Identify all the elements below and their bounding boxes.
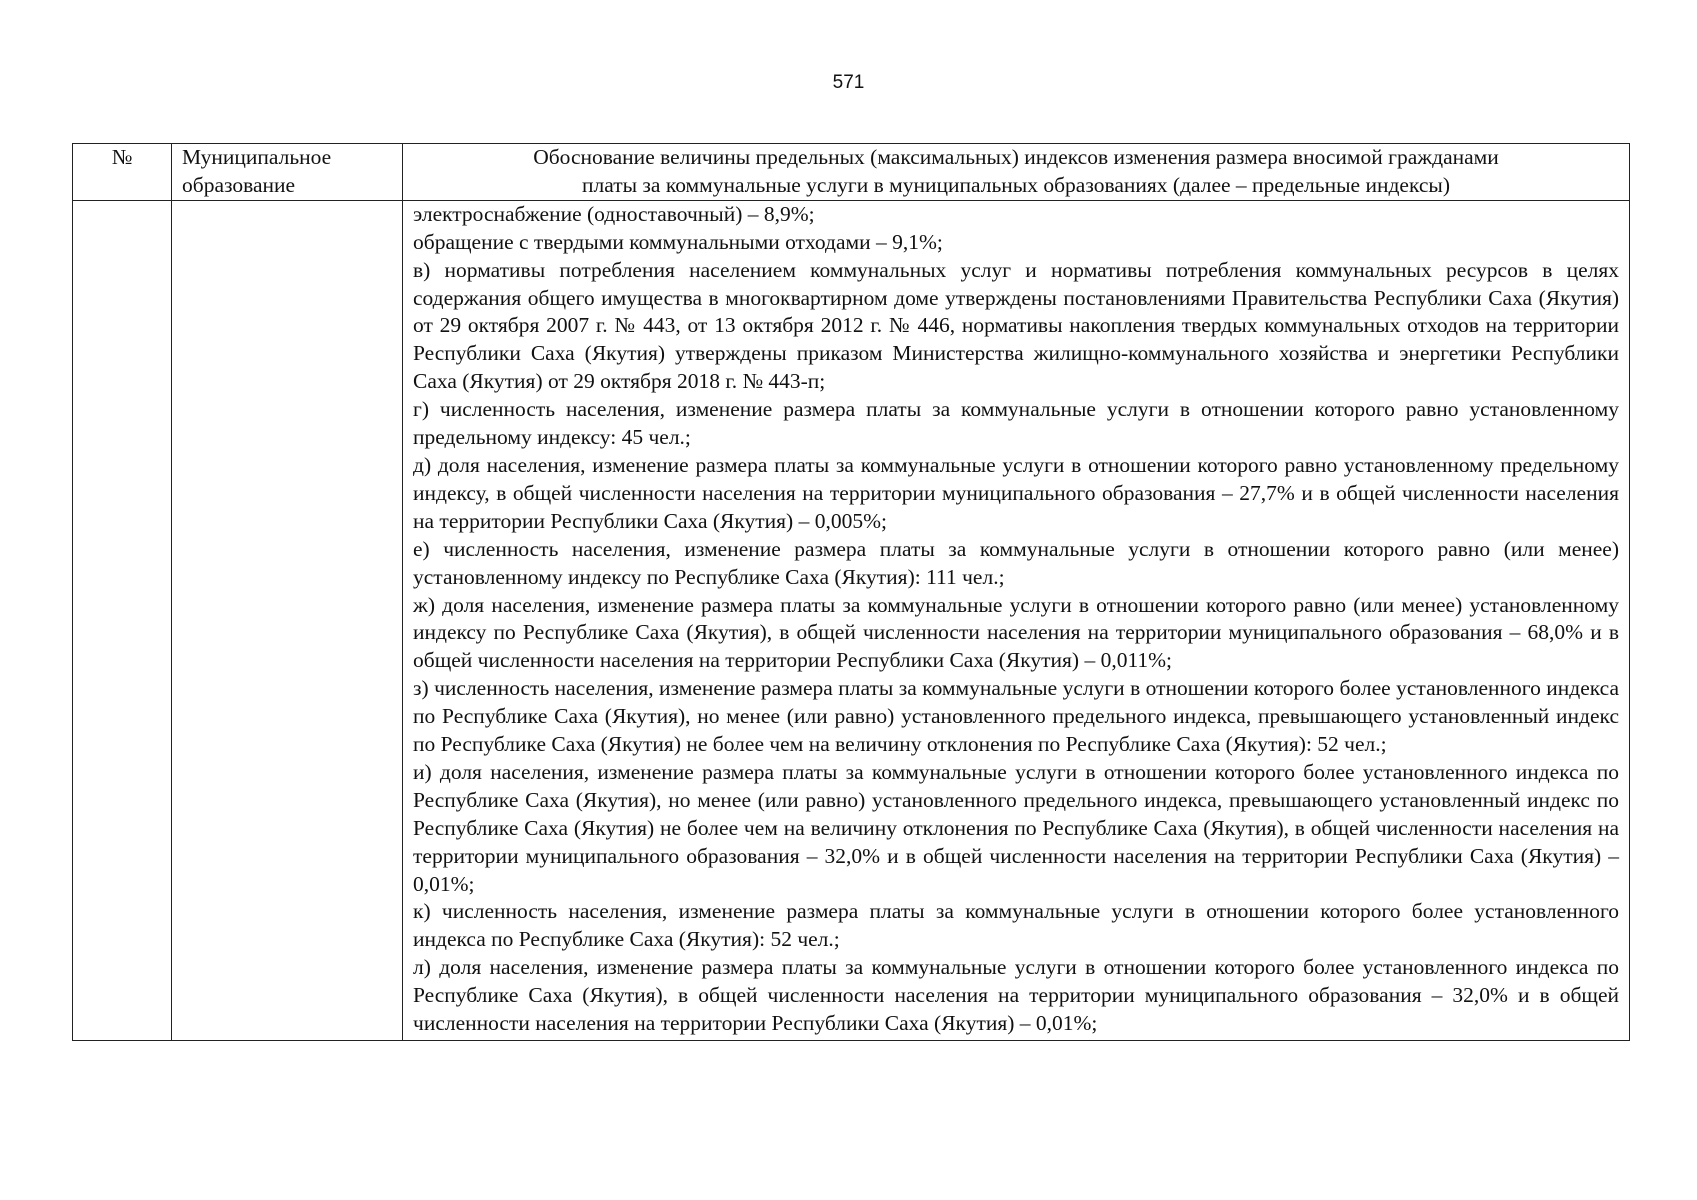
paragraph-zh-share: ж) доля населения, изменение размера платы за коммунальные услуги в отношении которого равно (или менее) установленному индексу по Республике Саха (Якутия), в общей численности населения на территории муниципального образования – 68,0% и в общей численности населения на территории Республики Саха (Якутия) – 0,011%; (413, 592, 1619, 673)
header-municipality-line1: Муниципальное (182, 145, 332, 169)
header-justification-line2: платы за коммунальные услуги в муниципальных образованиях (далее – предельные индексы) (582, 172, 1450, 197)
row-number-cell (73, 200, 172, 1040)
header-number: № (73, 144, 172, 201)
paragraph-l-share: л) доля населения, изменение размера платы за коммунальные услуги в отношении которого более установленного индекса по Республике Саха (Якутия), в общей численности населения на территории муниципального образования – 32,0% и в общей численности населения на территории Республики Саха (Якутия) – 0,01%; (413, 955, 1619, 1036)
paragraph-e-population: е) численность населения, изменение размера платы за коммунальные услуги в отношении которого равно (или менее) установленному индексу по Республике Саха (Якутия): 111 чел.; (413, 536, 1619, 589)
paragraph-i-share: и) доля населения, изменение размера платы за коммунальные услуги в отношении которого более установленного индекса по Республике Саха (Якутия), но менее (или равно) установленного предельного индекса, превышающего установленный индекс по Республике Саха (Якутия) не более чем на величину отклонения по Республике Саха (Якутия), в общей численности населения на территории муниципального образования – 32,0% и в общей численности населения на территории Республики Саха (Якутия) – 0,01%; (413, 759, 1619, 896)
paragraph-z-population: з) численность населения, изменение размера платы за коммунальные услуги в отношении которого более установленного индекса по Республике Саха (Якутия), но менее (или равно) установленного предельного индекса, превышающего установленный индекс по Республике Саха (Якутия) не более чем на величину отклонения по Республике Саха (Якутия): 52 чел.; (413, 676, 1619, 757)
header-municipality (172, 144, 403, 201)
row-justification-cell (403, 200, 1630, 1040)
page-number: 571 (832, 72, 865, 93)
paragraph-electricity: электроснабжение (одноставочный) – 8,9%; (413, 201, 815, 226)
index-justification-table (72, 143, 1630, 1041)
row-municipality-cell (172, 200, 403, 1040)
paragraph-v-norms: в) нормативы потребления населением коммунальных услуг и нормативы потребления коммунальных ресурсов в целях содержания общего имущества в многоквартирном доме утверждены постановлениями Правительства Республики Саха (Якутия) от 29 октября 2007 г. № 443, от 13 октября 2012 г. № 446, нормативы накопления твердых коммунальных отходов на территории Республики Саха (Якутия) утверждены приказом Министерства жилищно-коммунального хозяйства и энергетики Республики Саха (Якутия) от 29 октября 2018 г. № 443-п; (413, 257, 1619, 394)
table-header (73, 144, 1630, 201)
header-row (73, 144, 1630, 201)
paragraph-solid-waste: обращение с твердыми коммунальными отходами – 9,1%; (413, 229, 943, 254)
paragraph-g-population: г) численность населения, изменение размера платы за коммунальные услуги в отношении которого равно установленному предельному индексу: 45 чел.; (413, 397, 1619, 450)
table-row (73, 200, 1630, 1040)
header-justification (403, 144, 1630, 201)
header-municipality-line2: образование (182, 172, 296, 197)
header-justification-line1: Обоснование величины предельных (максимальных) индексов изменения размера вносимой гражданами (533, 145, 1499, 169)
paragraph-d-share: д) доля населения, изменение размера платы за коммунальные услуги в отношении которого равно установленному предельному индексу, в общей численности населения на территории муниципального образования – 27,7% и в общей численности населения на территории Республики Саха (Якутия) – 0,005%; (413, 452, 1619, 533)
paragraph-k-population: к) численность населения, изменение размера платы за коммунальные услуги в отношении которого более установленного индекса по Республике Саха (Якутия): 52 чел.; (413, 899, 1619, 952)
